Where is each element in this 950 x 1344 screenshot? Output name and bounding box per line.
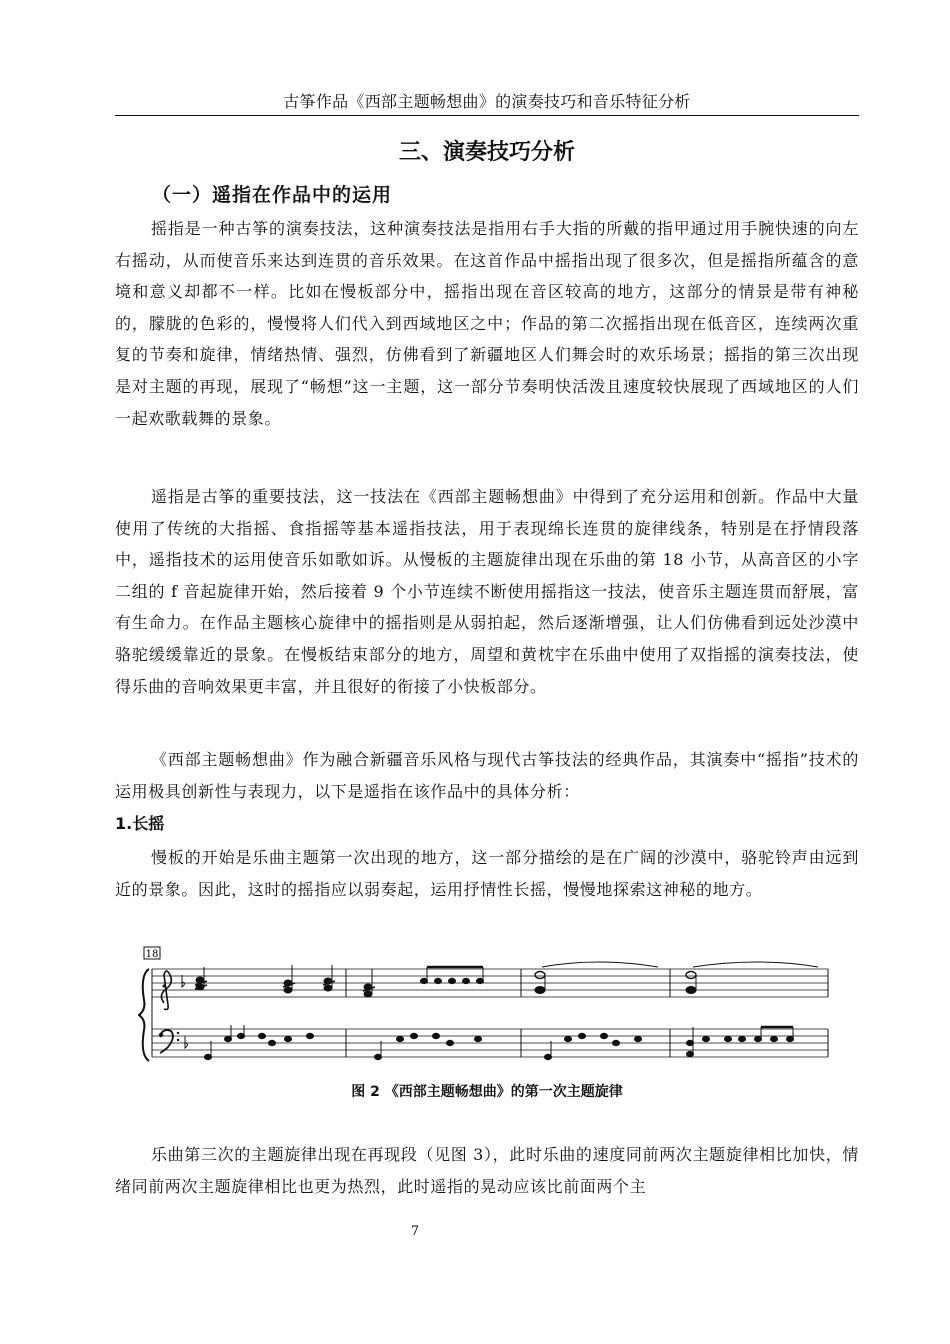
section-title: （一）遥指在作品中的运用: [152, 184, 393, 206]
treble-staff: [152, 969, 828, 997]
grand-staff-brace: [139, 969, 149, 1061]
measure-number-box: [144, 947, 160, 960]
subsection-title: 1.长摇: [115, 814, 165, 833]
running-header: 古筝作品《西部主题畅想曲》的演奏技巧和音乐特征分析: [283, 92, 691, 111]
barlines: [152, 969, 828, 1057]
bass-notes: [205, 1025, 794, 1060]
key-signature-flat-icon: [182, 975, 188, 1048]
bass-clef-icon: [159, 1030, 179, 1053]
paragraph-3: 《西部主题畅想曲》作为融合新疆音乐风格与现代古筝技法的经典作品，其演奏中“摇指”技术的运用极具创新性与表现力，以下是遥指在该作品中的具体分析：: [115, 750, 859, 801]
paragraph-2: 遥指是古筝的重要技法，这一技法在《西部主题畅想曲》中得到了充分运用和创新。作品中大量使用了传统的大指摇、食指摇等基本遥指技法，用于表现绵长连贯的旋律线条，特别是在抒情段落中，遥指技术的运用使音乐如歌如诉。从慢板的主题旋律出现在乐曲的第 18 小节，从高音区的小字二组的 f 音起旋律开始，然后接着 9 个小节连续不断使用摇指这一技法，使音乐主题连贯而舒展，富有生命力。在作品主题核心旋律中的摇指则是从弱拍起，然后逐渐增强，让人们仿佛看到远处沙漠中骆驼缓缓靠近的景象。在慢板结束部分的地方，周望和黄枕宇在乐曲中使用了双指摇的演奏技法，使得乐曲的音响效果更丰富，并且很好的衔接了小快板部分。: [115, 487, 859, 696]
figure-caption: 图 2 《西部主题畅想曲》的第一次主题旋律: [351, 1084, 623, 1100]
measure-number: 18: [145, 949, 159, 960]
paragraph-after-figure: 乐曲第三次的主题旋律出现在再现段（见图 3），此时乐曲的速度同前两次主题旋律相比加快，情绪同前两次主题旋律相比也更为热烈，此时遥指的晃动应该比前面两个主: [115, 1145, 859, 1196]
paragraph-1: 摇指是一种古筝的演奏技法，这种演奏技法是指用右手大指的所戴的指甲通过用手腕快速的向左右摇动，从而使音乐来达到连贯的音乐效果。在这首作品中摇指出现了很多次，但是摇指所蕴含的意境和意义却都不一样。比如在慢板部分中，摇指出现在音区较高的地方，这部分的情景是带有神秘的，朦胧的色彩的，慢慢将人们代入到西域地区之中；作品的第二次摇指出现在低音区，连续两次重复的节奏和旋律，情绪热情、强烈，仿佛看到了新疆地区人们舞会时的欢乐场景；摇指的第三次出现是对主题的再现，展现了“畅想”这一主题，这一部分节奏明快活泼且速度较快展现了西域地区的人们一起欢歌载舞的景象。: [115, 219, 859, 428]
treble-notes: [195, 962, 818, 997]
paragraph-long-yao: 慢板的开始是乐曲主题第一次出现的地方，这一部分描绘的是在广阔的沙漠中，骆驼铃声由远到近的景象。因此，这时的摇指应以弱奏起，运用抒情性长摇，慢慢地探索这神秘的地方。: [115, 848, 859, 899]
page-number: 7: [410, 1224, 420, 1239]
music-score-figure: [138, 945, 838, 1065]
chapter-title: 三、演奏技巧分析: [398, 140, 575, 165]
bass-staff: [152, 1029, 828, 1057]
header-rule: [115, 115, 859, 116]
